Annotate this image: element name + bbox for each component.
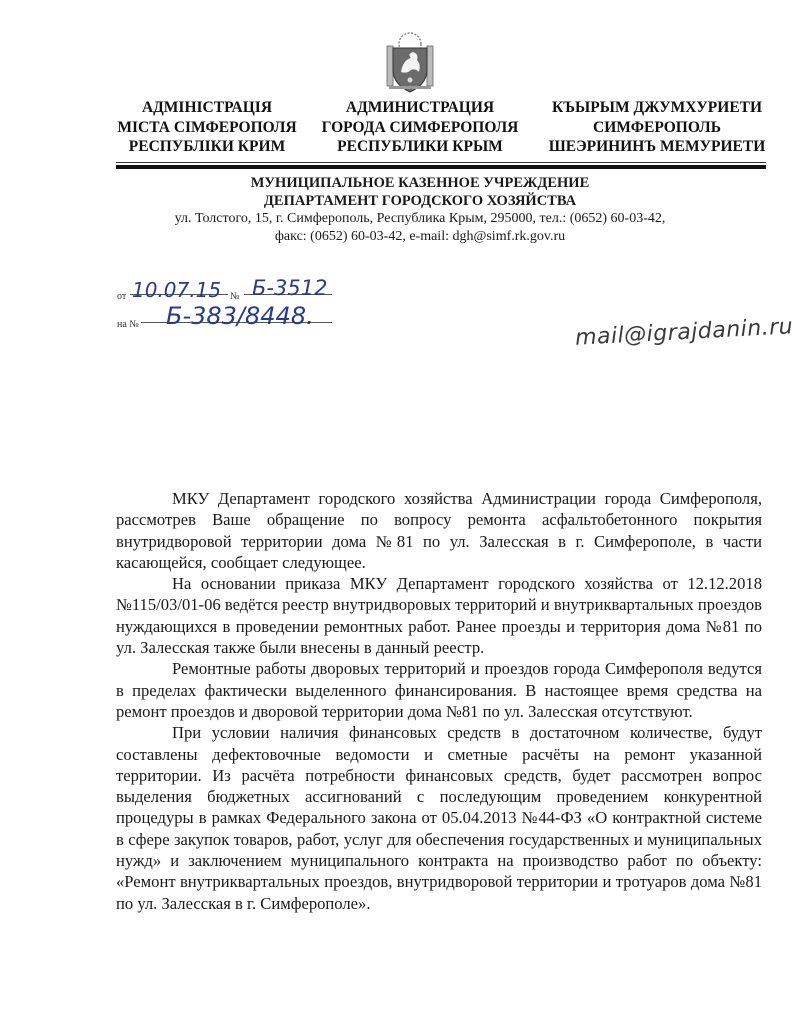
header-uk-line: МІСТА СІМФЕРОПОЛЯ [117,118,297,136]
header-divider-thick [116,165,766,169]
handwritten-date: 10.07.15 [132,278,222,302]
header-uk-line: РЕСПУБЛІКИ КРИМ [128,138,286,155]
reply-label: на № [117,319,139,330]
body-paragraph: Ремонтные работы дворовых территорий и проездов города Симферополя ведутся в пределах фактически выделенного финансирования. В настоящее время средства на ремонт проездов и дворовой территории дома №81 по ул. Залесская отсутствуют. [116,659,762,721]
organization-block [110,174,730,246]
organization-address: ул. Толстого, 15, г. Симферополь, Республика Крым, 295000, тел.: (0652) 60-03-42, [174,211,666,226]
letter-body [116,488,762,914]
header-divider-thin [116,162,766,163]
header-crimean-tatar [542,98,772,157]
organization-contacts: факс: (0652) 60-03-42, e-mail: dgh@simf.rk.gov.ru [274,229,566,244]
organization-department: ДЕПАРТАМЕНТ ГОРОДСКОГО ХОЗЯЙСТВА [263,193,577,209]
organization-name: МУНИЦИПАЛЬНОЕ КАЗЕННОЕ УЧРЕЖДЕНИЕ [250,175,590,191]
header-ukrainian [112,98,302,157]
handwritten-reply-number: Б-383/8448. [166,302,314,330]
handwritten-number: Б-3512 [252,276,328,300]
body-paragraph: При условии наличия финансовых средств в достаточном количестве, будут составлены дефектовочные ведомости и сметные расчёты на ремонт указанной территории. Из расчёта потребности финансовых средств, будет рассмотрен вопрос выделения бюджетных ассигнований с последующим проведением конкурентной процедуры в рамках Федерального закона от 05.04.2013 №44-ФЗ «О контрактной системе в сфере закупок товаров, работ, услуг для обеспечения государственных и муниципальных нужд» и заключением муниципального контракта на производство работ по объекту: «Ремонт внутриквартальных проездов, внутридворовой территории и тротуаров дома №81 по ул. Залесская в г. Симферополе». [116,723,762,913]
header-crh-line: ШЕЭРИНИНЪ МЕМУРИЕТИ [548,138,766,155]
header-uk-line: АДМІНІСТРАЦІЯ [141,99,273,116]
body-paragraph: МКУ Департамент городского хозяйства Администрации города Симферополя, рассмотрев Ваше обращение по вопросу ремонта асфальтобетонного покрытия внутридворовой территории дома №81 по ул. Залесская в г. Симферополе, в части касающейся, сообщает следующее. [116,489,762,572]
header-ru-line: ГОРОДА СИМФЕРОПОЛЯ [321,118,519,136]
header-crh-line: СИМФЕРОПОЛЬ [593,118,721,136]
header-crh-line: КЪЫРЫМ ДЖУМХУРИЕТИ [551,99,763,116]
number-label: № [230,291,240,302]
header-russian [314,98,526,157]
header-ru-line: АДМИНИСТРАЦИЯ [345,99,495,116]
handwritten-email-note: mail@igrajdanin.ru [574,314,794,351]
body-paragraph: На основании приказа МКУ Департамент городского хозяйства от 12.12.2018 №115/03/01-06 ведётся реестр внутридворовых территорий и внутриквартальных проездов нуждающихся в проведении ремонтных работ. Ранее проезды и территория дома №81 по ул. Залесская также были внесены в данный реестр. [116,574,762,658]
from-label: от [117,291,127,302]
crimea-coat-of-arms-icon [383,22,437,94]
header-ru-line: РЕСПУБЛИКИ КРЫМ [337,138,503,155]
